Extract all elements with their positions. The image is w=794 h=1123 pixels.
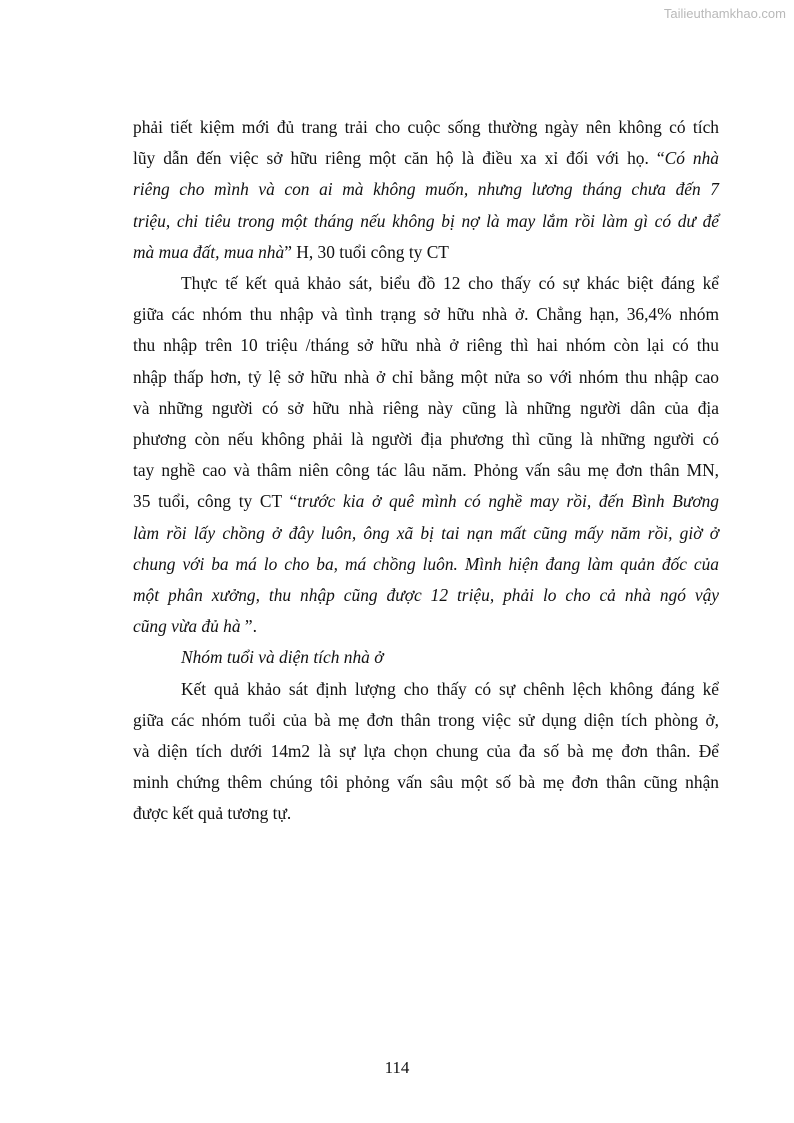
text-line xyxy=(133,486,719,517)
text-line: nhập thấp hơn, tỷ lệ sở hữu nhà ở chỉ bằng một nửa so với nhóm thu nhập cao xyxy=(133,366,719,387)
text-line: Thực tế kết quả khảo sát, biểu đồ 12 cho thấy có sự khác biệt đáng kể xyxy=(181,273,719,294)
paragraph-age-area xyxy=(133,674,719,705)
text-line xyxy=(133,237,719,268)
text-line: phương còn nếu không phải là người địa phương thì cũng là những người có xyxy=(133,429,719,450)
text-line: thu nhập trên 10 triệu /tháng sở hữu nhà ở riêng thì hai nhóm còn lại có thu xyxy=(133,335,719,356)
watermark-text: Tailieuthamkhao.com xyxy=(663,6,786,21)
section-heading xyxy=(133,642,719,673)
text-line: và những người có sở hữu nhà riêng này cũng là những người dân của địa xyxy=(133,397,719,418)
text-run: ” H, 30 tuổi công ty CT xyxy=(284,241,449,262)
text-run: ”. xyxy=(240,616,257,637)
quote-line: triệu, chi tiêu trong một tháng nếu không bị nợ là may lắm rồi làm gì có dư để xyxy=(133,210,719,231)
document-body xyxy=(133,112,719,830)
text-line: giữa các nhóm thu nhập và tình trạng sở hữu nhà ở. Chẳng hạn, 36,4% nhóm xyxy=(133,304,719,325)
page-number: 114 xyxy=(384,1058,410,1077)
quote-run: cũng vừa đủ hà xyxy=(133,616,241,637)
text-run: 35 tuổi, công ty CT “ xyxy=(133,491,298,512)
text-line: được kết quả tương tự. xyxy=(133,803,292,824)
quote-line: một phân xưởng, thu nhập cũng được 12 triệu, phải lo cho cả nhà ngó vậy xyxy=(133,585,719,606)
text-line xyxy=(133,143,719,174)
text-run: lũy dẫn đến việc sở hữu riêng một căn hộ là điều xa xỉ đối với họ. “ xyxy=(133,148,665,169)
text-line: và diện tích dưới 14m2 là sự lựa chọn chung của đa số bà mẹ đơn thân. Để xyxy=(133,741,719,762)
text-line: phải tiết kiệm mới đủ trang trải cho cuộc sống thường ngày nên không có tích xyxy=(133,117,719,137)
text-line: tay nghề cao và thâm niên công tác lâu năm. Phỏng vấn sâu mẹ đơn thân MN, xyxy=(133,460,719,481)
paragraph-income-ownership xyxy=(133,268,719,299)
heading-text: Nhóm tuổi và diện tích nhà ở xyxy=(181,647,384,668)
quote-line: chung với ba má lo cho ba, má chồng luôn. Mình hiện đang làm quản đốc của xyxy=(133,553,719,574)
text-line: Kết quả khảo sát định lượng cho thấy có sự chênh lệch không đáng kể xyxy=(181,678,719,699)
paragraph-housing-cost xyxy=(133,112,719,268)
paragraph-income-ownership-cont xyxy=(133,299,719,642)
quote-run: trước kia ở quê mình có nghề may rồi, đến Bình Bương xyxy=(297,491,719,512)
paragraph-age-area-cont xyxy=(133,705,719,830)
text-line: minh chứng thêm chúng tôi phỏng vấn sâu một số bà mẹ đơn thân cũng nhận xyxy=(133,772,719,793)
quote-line: riêng cho mình và con ai mà không muốn, nhưng lương tháng chưa đến 7 xyxy=(133,179,719,200)
quote-run: Có nhà xyxy=(664,148,719,169)
text-line: giữa các nhóm tuổi của bà mẹ đơn thân trong việc sử dụng diện tích phòng ở, xyxy=(133,709,719,730)
text-line xyxy=(133,611,719,642)
quote-run: mà mua đất, mua nhà xyxy=(133,241,285,262)
quote-line: làm rồi lấy chồng ở đây luôn, ông xã bị tai nạn mất cũng mấy năm rồi, giờ ở xyxy=(133,522,719,543)
